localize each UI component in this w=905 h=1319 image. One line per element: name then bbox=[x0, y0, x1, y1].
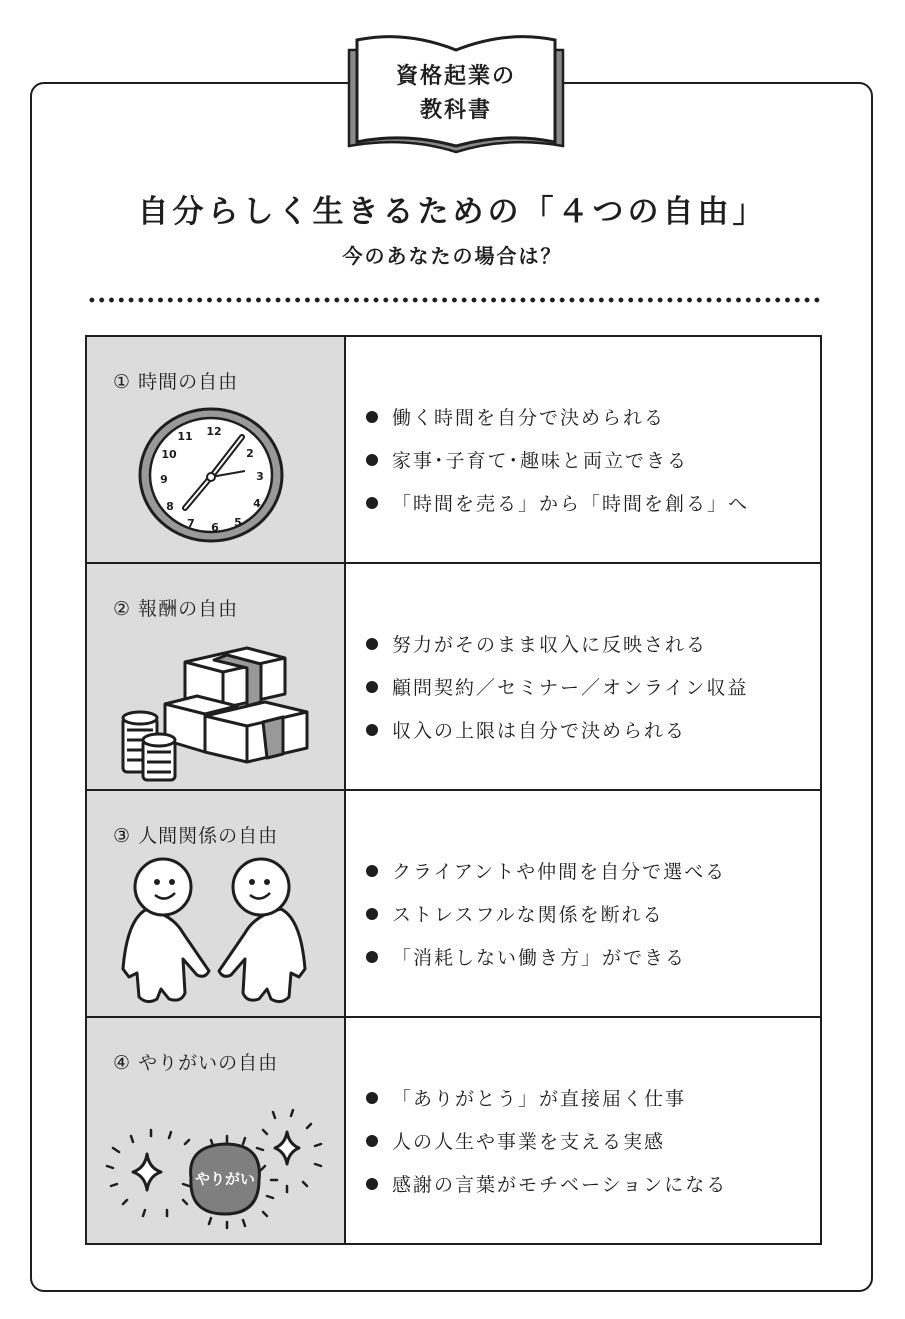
yarigai-badge-text: やりがい bbox=[194, 1170, 256, 1188]
svg-text:9: 9 bbox=[160, 473, 168, 486]
svg-text:8: 8 bbox=[166, 500, 174, 513]
freedom-points bbox=[346, 337, 820, 562]
freedom-label-cell bbox=[87, 1018, 346, 1243]
list-item: 収入の上限は自分で決められる bbox=[362, 708, 820, 751]
freedom-points bbox=[346, 564, 820, 789]
list-item: 家事･子育て･趣味と両立できる bbox=[362, 438, 820, 481]
svg-text:7: 7 bbox=[187, 517, 195, 530]
money-stacks-icon bbox=[87, 622, 344, 782]
freedom-points bbox=[346, 1018, 820, 1243]
svg-text:10: 10 bbox=[161, 448, 177, 461]
list-item: ストレスフルな関係を断れる bbox=[362, 892, 820, 935]
freedom-heading: ③ 人間関係の自由 bbox=[113, 825, 279, 847]
svg-text:11: 11 bbox=[177, 430, 193, 443]
list-item: 「時間を売る」から「時間を創る」へ bbox=[362, 481, 820, 524]
bullet-icon bbox=[366, 681, 378, 693]
dotted-divider bbox=[87, 297, 822, 303]
bullet-icon bbox=[366, 1135, 378, 1147]
svg-text:2: 2 bbox=[246, 447, 254, 460]
list-item: 「ありがとう」が直接届く仕事 bbox=[362, 1076, 820, 1119]
table-row bbox=[87, 791, 820, 1018]
bullet-icon bbox=[366, 951, 378, 963]
bullet-icon bbox=[366, 638, 378, 650]
list-item: 努力がそのまま収入に反映される bbox=[362, 622, 820, 665]
two-people-holding-hands-icon bbox=[87, 849, 344, 1009]
svg-text:4: 4 bbox=[253, 497, 261, 510]
list-item: 感謝の言葉がモチベーションになる bbox=[362, 1162, 820, 1205]
freedom-heading: ④ やりがいの自由 bbox=[113, 1052, 279, 1074]
freedoms-table bbox=[85, 335, 822, 1245]
bullet-icon bbox=[366, 1178, 378, 1190]
list-item: 顧問契約／セミナー／オンライン収益 bbox=[362, 665, 820, 708]
freedom-points bbox=[346, 791, 820, 1016]
freedom-heading: ① 時間の自由 bbox=[113, 371, 239, 393]
page-title: 自分らしく生きるための「４つの自由」 bbox=[137, 194, 768, 230]
bullet-icon bbox=[366, 411, 378, 423]
svg-text:5: 5 bbox=[234, 516, 242, 529]
bullet-icon bbox=[366, 1092, 378, 1104]
svg-text:12: 12 bbox=[206, 425, 222, 438]
bullet-icon bbox=[366, 865, 378, 877]
table-row bbox=[87, 1018, 820, 1243]
bullet-icon bbox=[366, 724, 378, 736]
freedom-heading: ② 報酬の自由 bbox=[113, 598, 239, 620]
bullet-icon bbox=[366, 497, 378, 509]
bullet-icon bbox=[366, 454, 378, 466]
freedom-label-cell bbox=[87, 791, 346, 1016]
sparkle-ball-icon bbox=[87, 1076, 344, 1236]
list-item: 「消耗しない働き方」ができる bbox=[362, 935, 820, 978]
table-row bbox=[87, 564, 820, 791]
table-row bbox=[87, 337, 820, 564]
list-item: 人の人生や事業を支える実感 bbox=[362, 1119, 820, 1162]
page-subtitle: 今のあなたの場合は？ bbox=[342, 244, 563, 268]
book-title-line2: 教科書 bbox=[419, 98, 492, 123]
book-title-line1: 資格起業の bbox=[395, 64, 516, 89]
freedom-label-cell bbox=[87, 337, 346, 562]
list-item: 働く時間を自分で決められる bbox=[362, 395, 820, 438]
list-item: クライアントや仲間を自分で選べる bbox=[362, 849, 820, 892]
book-badge bbox=[345, 28, 567, 160]
clock-icon bbox=[87, 395, 344, 555]
svg-text:3: 3 bbox=[256, 470, 264, 483]
freedom-label-cell bbox=[87, 564, 346, 789]
svg-text:6: 6 bbox=[211, 521, 219, 534]
bullet-icon bbox=[366, 908, 378, 920]
